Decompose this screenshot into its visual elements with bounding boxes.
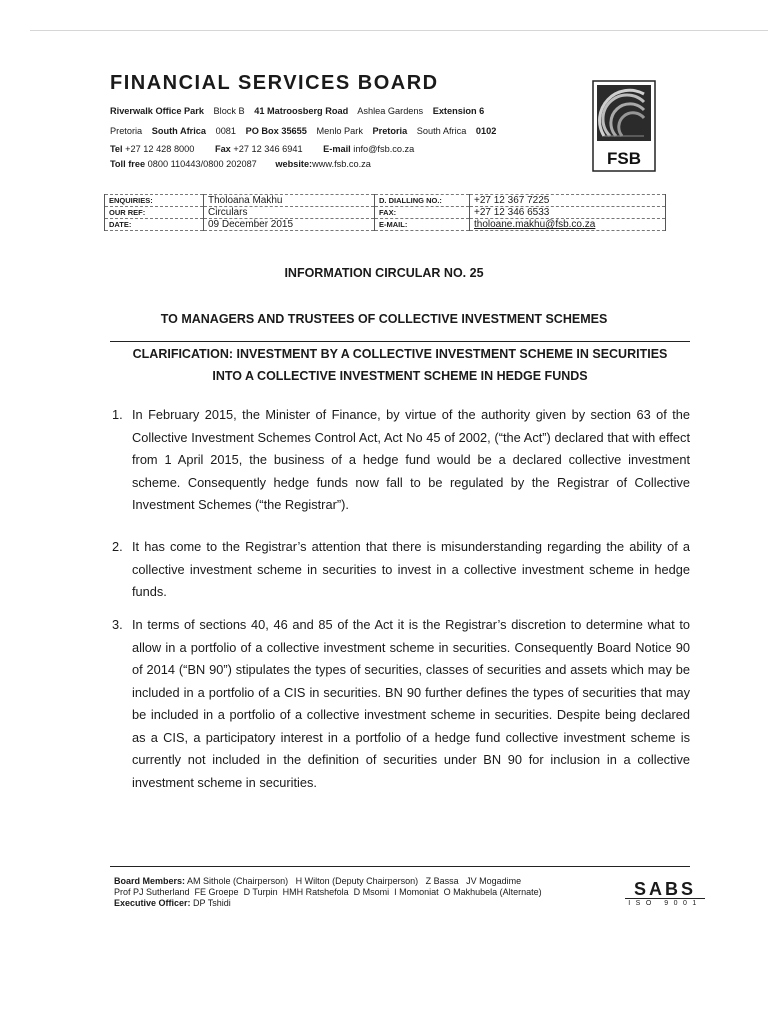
paragraph-number: 3. — [112, 617, 123, 632]
top-edge-line — [30, 30, 768, 31]
sabs-iso-text: ISO 9001 — [625, 898, 705, 909]
ref-value: +27 12 367 7225 — [470, 195, 666, 207]
sabs-logo — [625, 880, 705, 909]
paragraph-1 — [112, 404, 690, 517]
ref-row-enquiries — [105, 195, 666, 207]
reference-table — [104, 194, 666, 231]
ref-row-our-ref — [105, 207, 666, 219]
ref-label: D. DIALLING NO.: — [375, 195, 470, 207]
ref-label: E-MAIL: — [375, 219, 470, 231]
footer-divider — [110, 866, 690, 867]
paragraph-number: 1. — [112, 407, 123, 422]
circular-number-heading: INFORMATION CIRCULAR NO. 25 — [284, 266, 484, 280]
addressee-heading: TO MANAGERS AND TRUSTEES OF COLLECTIVE INVESTMENT SCHEMES — [160, 312, 608, 326]
paragraph-number: 2. — [112, 539, 123, 554]
sabs-mark: SABS — [633, 879, 696, 899]
paragraph-text: In terms of sections 40, 46 and 85 of the Act it is the Registrar’s discretion to determine what to allow in a portfolio of a collective investment scheme in securities. Consequently Board Notice 90 of 2014 (“BN 90”) stipulates the types of securities, classes of securities and assets which may be included in a portfolio of a CIS in securities. BN 90 further defines the types of securities that may be included in a portfolio of a collective investment scheme in securities. Despite being declared as a CIS, a participatory interest in a portfolio of a hedge fund collective investment scheme is currently not included in the definition of securities under BN 90 for inclusion in a collective investment scheme in securities. — [132, 617, 690, 790]
address-line-2: Pretoria South Africa 0081 PO Box 35655 Menlo Park Pretoria South Africa 0102 — [110, 126, 497, 136]
ref-value: 09 December 2015 — [204, 219, 375, 231]
contact-line: Tel +27 12 428 8000 Fax +27 12 346 6941 E-mail info@fsb.co.za — [110, 144, 415, 154]
ref-label: ENQUIRIES: — [105, 195, 204, 207]
paragraph-2 — [112, 536, 690, 604]
ref-row-date — [105, 219, 666, 231]
paragraph-text: In February 2015, the Minister of Finance, by virtue of the authority given by section 63 of the Collective Investment Schemes Control Act, Act No 45 of 2002, (“the Act”) declared that with effect from 1 April 2015, the business of a hedge fund would be a declared collective investment scheme. Consequently hedge funds now fall to be regulated by the Registrar of Collective Investment Schemes (“the Registrar”). — [132, 407, 690, 512]
executive-officer-line: Executive Officer: DP Tshidi — [114, 898, 231, 908]
fsb-logo — [592, 80, 656, 172]
board-members-line-1: Board Members: AM Sithole (Chairperson) H Wilton (Deputy Chairperson) Z Bassa JV Mogadime — [114, 876, 522, 886]
ref-label: DATE: — [105, 219, 204, 231]
logo-text: FSB — [607, 149, 641, 168]
ref-label: FAX: — [375, 207, 470, 219]
tollfree-line: Toll free 0800 110443/0800 202087 website:www.fsb.co.za — [110, 159, 371, 169]
board-members-line-2: Prof PJ Sutherland FE Groepe D Turpin HMH Ratshefola D Msomi I Momoniat O Makhubela (Alternate) — [114, 887, 542, 897]
address-line-1: Riverwalk Office Park Block B 41 Matroosberg Road Ashlea Gardens Extension 6 — [110, 106, 485, 116]
email-link[interactable]: tholoane.makhu@fsb.co.za — [470, 219, 666, 231]
paragraph-3 — [112, 614, 690, 794]
ref-value: Tholoana Makhu — [204, 195, 375, 207]
ref-value: Circulars — [204, 207, 375, 219]
clarification-heading: CLARIFICATION: INVESTMENT BY A COLLECTIVE INVESTMENT SCHEME IN SECURITIES INTO A COLLECTIVE INVESTMENT SCHEME IN HEDGE FUNDS — [110, 341, 690, 387]
org-name: FINANCIAL SERVICES BOARD — [110, 72, 439, 94]
ref-value: +27 12 346 6533 — [470, 207, 666, 219]
ref-label: OUR REF: — [105, 207, 204, 219]
paragraph-text: It has come to the Registrar’s attention that there is misunderstanding regarding the ability of a collective investment scheme in securities to invest in a collective investment scheme in hedge funds. — [132, 539, 690, 599]
